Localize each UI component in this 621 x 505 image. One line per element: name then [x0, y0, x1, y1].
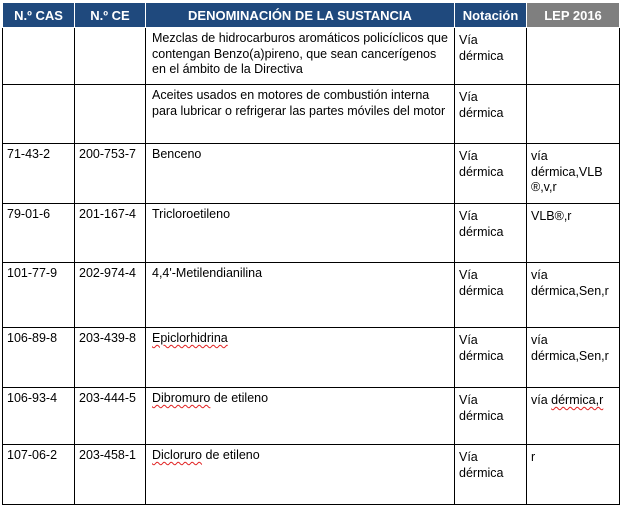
cell-notacion: Vía dérmica — [455, 388, 527, 445]
cell-denominacion — [146, 388, 455, 445]
cell-notacion: Vía dérmica — [455, 445, 527, 505]
table-row — [3, 263, 620, 328]
table-row — [3, 144, 620, 204]
denominacion-main-text: Dicloruro — [152, 448, 203, 462]
table-row — [3, 28, 620, 85]
cell-notacion: Vía dérmica — [455, 204, 527, 263]
header-notacion: Notación — [455, 3, 527, 28]
substances-table-container — [2, 2, 620, 505]
table-row — [3, 204, 620, 263]
substances-table — [2, 2, 620, 505]
cell-cas: 79-01-6 — [3, 204, 75, 263]
header-lep: LEP 2016 — [527, 3, 620, 28]
cell-cas: 106-89-8 — [3, 328, 75, 388]
cell-lep: vía dérmica,Sen,r — [527, 263, 620, 328]
cell-lep: r — [527, 445, 620, 505]
cell-denominacion — [146, 445, 455, 505]
cell-denominacion: Mezclas de hidrocarburos aromáticos policíclicos que contengan Benzo(a)pireno, que sean cancerígenos en el ámbito de la Directiva — [146, 28, 455, 85]
cell-ce: 202-974-4 — [75, 263, 146, 328]
cell-notacion: Vía dérmica — [455, 328, 527, 388]
cell-cas: 71-43-2 — [3, 144, 75, 204]
cell-notacion: Vía dérmica — [455, 263, 527, 328]
cell-ce: 200-753-7 — [75, 144, 146, 204]
cell-ce: 203-458-1 — [75, 445, 146, 505]
cell-cas: 101-77-9 — [3, 263, 75, 328]
denominacion-main-text: Dibromuro — [152, 391, 211, 405]
cell-cas: 107-06-2 — [3, 445, 75, 505]
cell-lep — [527, 28, 620, 85]
cell-cas — [3, 28, 75, 85]
cell-ce — [75, 85, 146, 144]
cell-cas — [3, 85, 75, 144]
header-cas: N.º CAS — [3, 3, 75, 28]
header-denominacion: DENOMINACIÓN DE LA SUSTANCIA — [146, 3, 455, 28]
denominacion-rest-text: de etileno — [202, 448, 260, 462]
cell-ce: 203-444-5 — [75, 388, 146, 445]
cell-lep: vía dérmica,VLB ®,v,r — [527, 144, 620, 204]
cell-ce — [75, 28, 146, 85]
cell-denominacion: Tricloroetileno — [146, 204, 455, 263]
cell-denominacion: Benceno — [146, 144, 455, 204]
table-row — [3, 328, 620, 388]
cell-lep: VLB®,r — [527, 204, 620, 263]
denominacion-rest-text: de etileno — [210, 391, 269, 405]
header-ce: N.º CE — [75, 3, 146, 28]
cell-notacion: Vía dérmica — [455, 144, 527, 204]
cell-denominacion: 4,4'-Metilendianilina — [146, 263, 455, 328]
cell-notacion: Vía dérmica — [455, 28, 527, 85]
table-row — [3, 445, 620, 505]
cell-notacion: Vía dérmica — [455, 85, 527, 144]
cell-ce: 203-439-8 — [75, 328, 146, 388]
cell-lep: vía dérmica,Sen,r — [527, 328, 620, 388]
denominacion-text: Epiclorhidrina — [152, 331, 228, 345]
cell-ce: 201-167-4 — [75, 204, 146, 263]
cell-denominacion — [146, 328, 455, 388]
cell-lep — [527, 85, 620, 144]
table-header-row — [3, 3, 620, 28]
lep-main-text: dérmica,r — [551, 393, 604, 407]
cell-cas: 106-93-4 — [3, 388, 75, 445]
cell-denominacion: Aceites usados en motores de combustión interna para lubricar o refrigerar las partes móviles del motor — [146, 85, 455, 144]
cell-lep — [527, 388, 620, 445]
table-row — [3, 388, 620, 445]
table-row — [3, 85, 620, 144]
lep-pre-text: vía — [531, 393, 552, 407]
